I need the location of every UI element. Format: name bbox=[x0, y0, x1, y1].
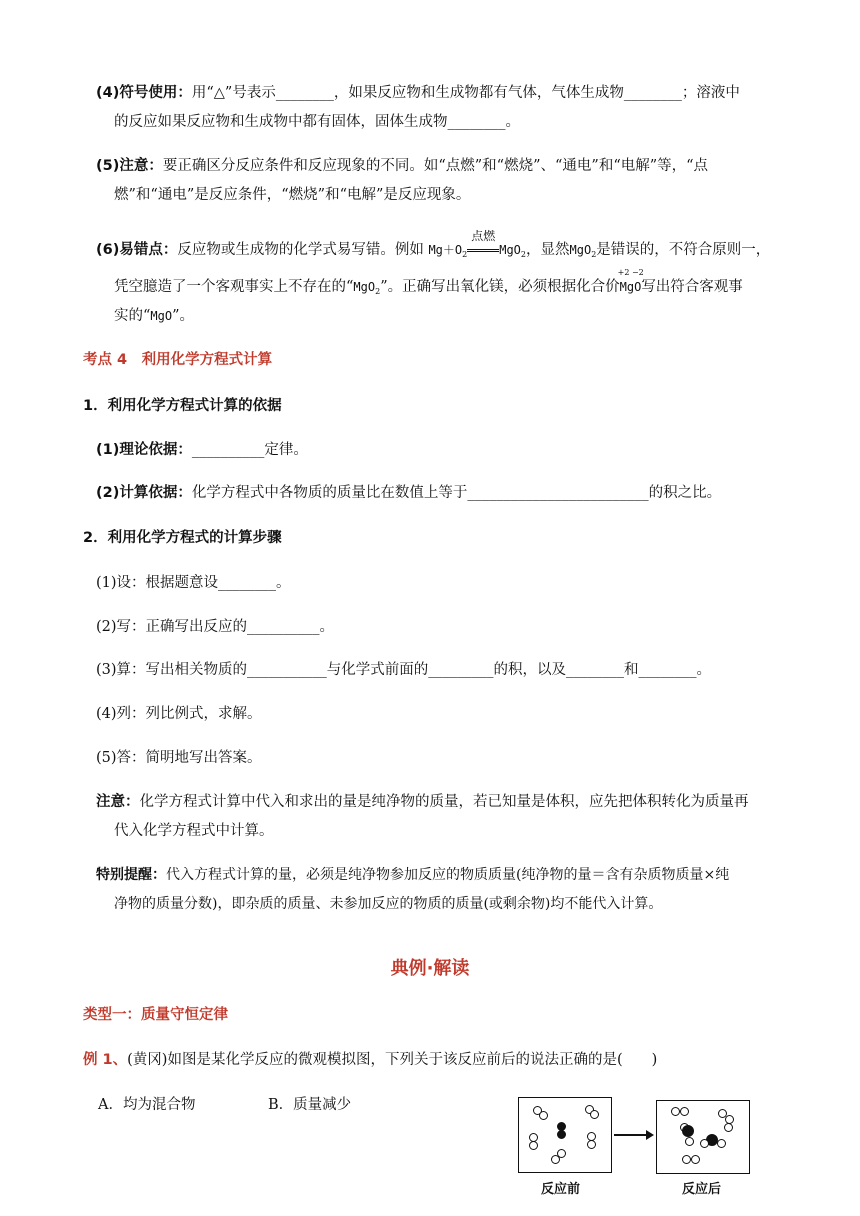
s1-item-1 bbox=[96, 440, 308, 460]
equation-left: Mg＋O bbox=[428, 243, 463, 257]
wrong-formula-sub: 2 bbox=[591, 250, 597, 259]
p5-line-1 bbox=[96, 156, 708, 176]
white-atom bbox=[685, 1137, 694, 1146]
wrong-formula: MgO bbox=[569, 243, 592, 257]
note-line-2 bbox=[114, 821, 274, 841]
equation-right: MgO bbox=[499, 243, 521, 257]
valence-formula-text: MgO bbox=[619, 280, 642, 294]
after-reaction-box bbox=[656, 1100, 750, 1174]
white-atom bbox=[680, 1107, 689, 1116]
tip-line-1 bbox=[96, 865, 729, 885]
s1-item-1-text: __________定律。 bbox=[191, 442, 308, 458]
p4-line-2 bbox=[114, 112, 520, 132]
section-4-title: 考点 4 利用化学方程式计算 bbox=[83, 352, 273, 368]
fake-formula: MgO bbox=[353, 280, 376, 294]
option-b: B．质量减少 bbox=[268, 1097, 352, 1113]
s1-item-2-text: 化学方程式中各物质的质量比在数值上等于_________________________的积之比。 bbox=[191, 485, 722, 501]
white-atom bbox=[529, 1141, 538, 1150]
p6-line-3 bbox=[114, 306, 194, 326]
p6-line-2 bbox=[114, 268, 743, 302]
examples-title: 典例·解读 bbox=[390, 958, 470, 979]
option-a: A．均为混合物 bbox=[98, 1097, 196, 1113]
p5-text-b: 燃”和“通电”是反应条件，“燃烧”和“电解”是反应现象。 bbox=[114, 187, 471, 203]
reaction-arrow-head bbox=[646, 1130, 654, 1140]
s1-item-2 bbox=[96, 483, 721, 503]
p6-label: (6)易错点： bbox=[96, 242, 178, 258]
p6-text-a2: ，显然 bbox=[526, 242, 570, 258]
before-reaction-box bbox=[518, 1097, 612, 1173]
p6-text-b1: 凭空臆造了一个客观事实上不存在的“ bbox=[114, 279, 354, 295]
white-atom bbox=[717, 1139, 726, 1148]
s2-heading: 2．利用化学方程式的计算步骤 bbox=[83, 530, 282, 546]
s2-step-4: (4)列：列比例式，求解。 bbox=[96, 706, 262, 722]
s2-step-1: (1)设：根据题意设________。 bbox=[96, 575, 291, 591]
p6-text-b2: ”。正确写出氧化镁，必须根据化合价 bbox=[380, 279, 620, 295]
tip-text-b: 净物的质量分数)，即杂质的质量、未参加反应的物质的质量(或剩余物)均不能代入计算。 bbox=[114, 896, 663, 912]
p4-text-b: 的反应如果反应物和生成物中都有固体，固体生成物________。 bbox=[114, 114, 520, 130]
white-atom bbox=[691, 1155, 700, 1164]
white-atom bbox=[557, 1149, 566, 1158]
after-caption: 反应后 bbox=[682, 1182, 722, 1197]
white-atom bbox=[539, 1111, 548, 1120]
s1-heading: 1．利用化学方程式计算的依据 bbox=[83, 398, 282, 414]
p4-line-1 bbox=[96, 83, 740, 103]
note-line-1 bbox=[96, 792, 749, 812]
example-1-label: 例 1、 bbox=[83, 1052, 128, 1068]
p5-label: (5)注意： bbox=[96, 158, 163, 174]
note-text-a: 化学方程式计算中代入和求出的量是纯净物的质量，若已知量是体积，应先把体积转化为质量再 bbox=[139, 794, 749, 810]
s2-step-5: (5)答：简明地写出答案。 bbox=[96, 750, 262, 766]
before-caption: 反应前 bbox=[541, 1182, 581, 1197]
equation-left-sub: 2 bbox=[462, 250, 468, 259]
valence-label: +2 −2 bbox=[617, 268, 644, 277]
correct-formula: MgO bbox=[150, 309, 173, 323]
note-text-b: 代入化学方程式中计算。 bbox=[114, 823, 274, 839]
p4-label: (4)符号使用： bbox=[96, 85, 192, 101]
p6-text-b3: 写出符合客观事 bbox=[641, 279, 743, 295]
white-atom bbox=[590, 1110, 599, 1119]
white-atom bbox=[587, 1140, 596, 1149]
equation-right-sub: 2 bbox=[520, 250, 527, 259]
valence-formula bbox=[617, 268, 644, 297]
p6-line-1 bbox=[96, 229, 771, 265]
reaction-arrow-diagram bbox=[614, 1134, 650, 1136]
example-1-text: (黄冈)如图是某化学反应的微观模拟图，下列关于该反应前后的说法正确的是( ) bbox=[127, 1052, 658, 1068]
black-atom bbox=[557, 1130, 566, 1139]
s2-step-2: (2)写：正确写出反应的__________。 bbox=[96, 619, 335, 635]
note-label: 注意： bbox=[96, 794, 140, 810]
p4-text-a: 用“△”号表示________，如果反应物和生成物都有气体，气体生成物________；溶液中 bbox=[191, 85, 740, 101]
type-1-title: 类型一：质量守恒定律 bbox=[83, 1007, 228, 1023]
s1-item-1-label: (1)理论依据： bbox=[96, 442, 192, 458]
p5-text-a: 要正确区分反应条件和反应现象的不同。如“点燃”和“燃烧”、“通电”和“电解”等，“点 bbox=[162, 158, 709, 174]
tip-label: 特别提醒： bbox=[96, 867, 166, 883]
p6-text-a3: 是错误的，不符合原则一， bbox=[596, 242, 771, 258]
reaction-condition: 点燃 bbox=[471, 229, 496, 243]
p6-text-a1: 反应物或生成物的化学式易写错。例如 bbox=[177, 242, 424, 258]
fake-formula-sub: 2 bbox=[375, 287, 381, 296]
white-atom bbox=[724, 1123, 733, 1132]
tip-line-2 bbox=[114, 894, 662, 914]
s1-item-2-label: (2)计算依据： bbox=[96, 485, 192, 501]
white-atom bbox=[682, 1155, 691, 1164]
p5-line-2 bbox=[114, 185, 470, 205]
tip-text-a: 代入方程式计算的量，必须是纯净物参加反应的物质质量(纯净物的量＝含有杂质物质量×纯 bbox=[166, 867, 730, 883]
black-atom bbox=[682, 1125, 694, 1137]
example-1-question bbox=[83, 1050, 657, 1070]
white-atom bbox=[671, 1107, 680, 1116]
p6-text-c2: ”。 bbox=[172, 308, 195, 324]
s2-step-3: (3)算：写出相关物质的___________与化学式前面的_________的积，以及________和________。 bbox=[96, 662, 712, 678]
p6-text-c1: 实的“ bbox=[114, 308, 151, 324]
reaction-arrow bbox=[467, 229, 499, 260]
white-atom bbox=[700, 1139, 709, 1148]
